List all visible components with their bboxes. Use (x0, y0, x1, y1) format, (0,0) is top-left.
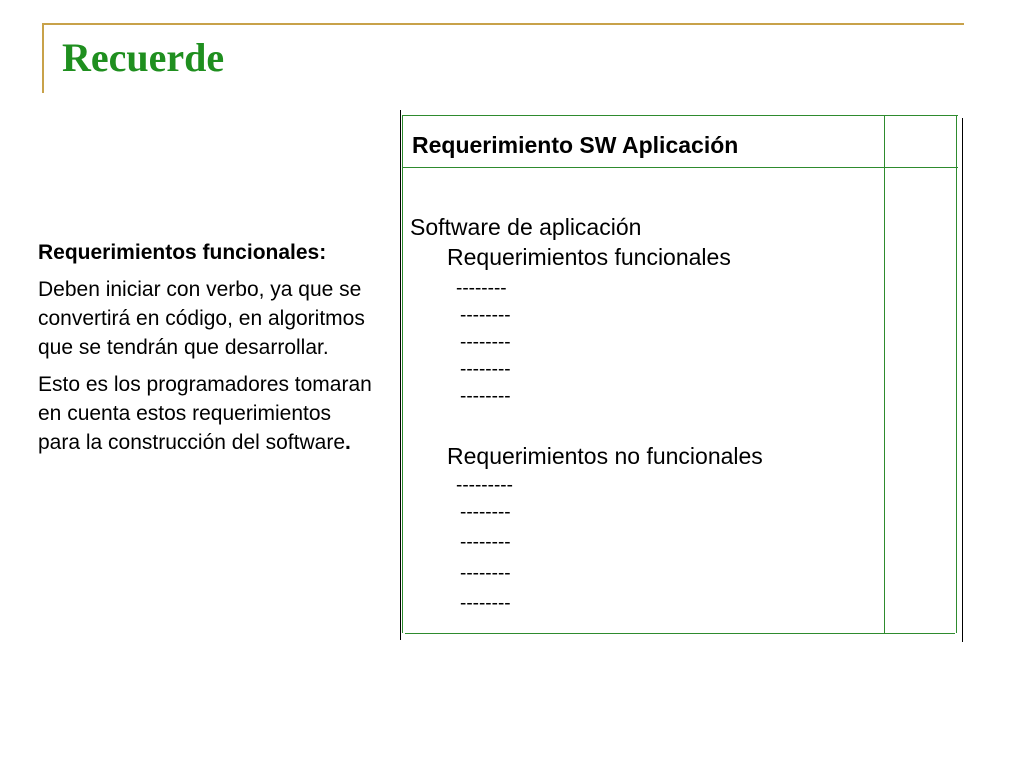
left-paragraph-2 (38, 370, 378, 457)
nonfunctional-label: Requerimientos no funcionales (447, 443, 763, 469)
table-header: Requerimiento SW Aplicación (412, 132, 739, 158)
left-text-block (38, 238, 378, 465)
table-outer-right-edge (962, 118, 963, 642)
title-rule-left (42, 23, 44, 93)
functional-item: -------- (460, 305, 511, 326)
table-header-bottom-border (402, 167, 958, 168)
table-outer-left-edge (400, 110, 401, 640)
root-label: Software de aplicación (410, 214, 642, 240)
title-rule-top (42, 23, 964, 25)
table-right-border (956, 115, 957, 633)
left-paragraph-1: Deben iniciar con verbo, ya que se convertirá en código, en algoritmos que se tendrán que desarrollar. (38, 278, 365, 359)
table-bottom-border (405, 633, 955, 634)
table-left-border (402, 115, 403, 633)
functional-item: -------- (456, 278, 507, 299)
nonfunctional-item: -------- (460, 502, 511, 523)
left-paragraph-2-text: Esto es los programadores tomaran en cuenta estos requerimientos para la construcción del software (38, 373, 372, 454)
nonfunctional-item: -------- (460, 563, 511, 584)
functional-item: -------- (460, 386, 511, 407)
nonfunctional-item: -------- (460, 532, 511, 553)
table-column-divider (884, 115, 885, 633)
left-heading: Requerimientos funcionales: (38, 241, 327, 264)
functional-label: Requerimientos funcionales (447, 244, 731, 270)
slide-title: Recuerde (62, 35, 225, 80)
functional-item: -------- (460, 332, 511, 353)
left-paragraph-2-period: . (345, 431, 351, 454)
nonfunctional-item: --------- (456, 475, 513, 496)
nonfunctional-item: -------- (460, 593, 511, 614)
functional-item: -------- (460, 359, 511, 380)
table-header-top-border (402, 115, 958, 116)
